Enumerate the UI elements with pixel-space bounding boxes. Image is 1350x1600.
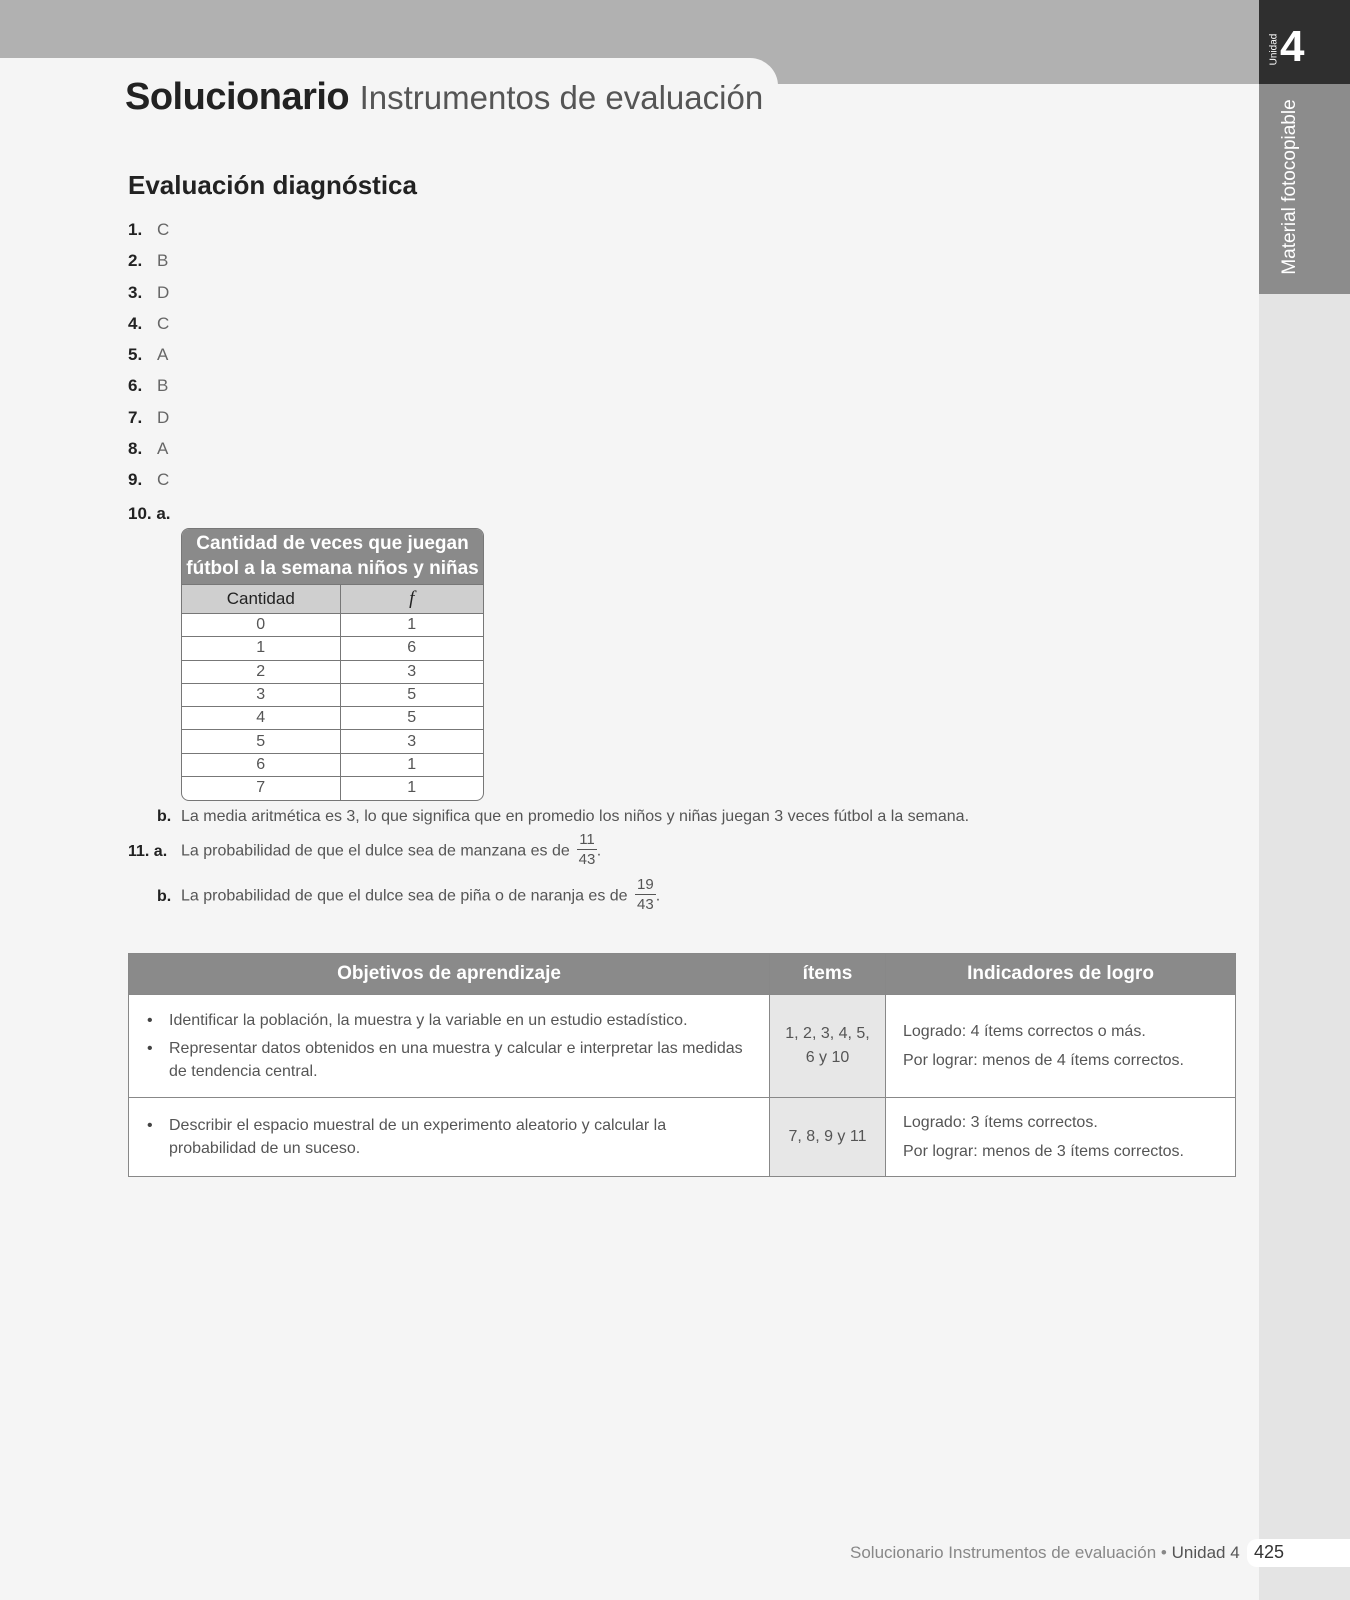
answer-list	[128, 219, 169, 501]
table-row: 0 1	[182, 614, 483, 637]
answer-10b: b. La media aritmética es 3, lo que significa que en promedio los niños y niñas juegan 3 veces fútbol a la semana.	[157, 808, 970, 825]
page-number: 425	[1247, 1539, 1350, 1567]
items-cell: 7, 8, 9 y 11	[770, 1098, 886, 1177]
list-item: 1. C	[128, 220, 170, 239]
list-item: 5. A	[128, 345, 169, 365]
table-row: 3 5	[182, 683, 483, 706]
unit-number: 4	[1280, 22, 1305, 71]
table-row: 6 1	[182, 753, 483, 776]
objective-item: • Representar datos obtenidos en una muestra y calcular e interpretar las medidas de tendencia central.	[145, 1037, 749, 1083]
list-item: 2. B	[128, 251, 169, 271]
answer-11a: 11. a. La probabilidad de que el dulce sea de manzana es de $\frac{11}{43}$ .	[128, 831, 602, 868]
column-header-items: ítems	[770, 954, 886, 995]
items-cell: 1, 2, 3, 4, 5, 6 y 10	[770, 995, 886, 1098]
list-item: 4. C	[128, 313, 170, 333]
page-footer: Solucionario Instrumentos de evaluación • Unidad 4	[850, 1543, 1240, 1562]
list-item: 9. C	[128, 470, 170, 490]
objective-item: • Identificar la población, la muestra y la variable en un estudio estadístico.	[145, 1009, 749, 1032]
page-title-main: Solucionario	[125, 76, 350, 118]
list-item: 6. B	[128, 376, 169, 396]
objectives-cell	[129, 995, 770, 1098]
page-title	[125, 76, 763, 119]
table-row: 4 5	[182, 707, 483, 730]
question-10-label: 10. a.	[128, 504, 171, 523]
answer-11b: b. La probabilidad de que el dulce sea de piña o de naranja es de $\frac{19}{43}$ .	[157, 876, 661, 913]
fraction-19-43: $\frac{19}{43}$	[637, 876, 654, 913]
column-header-cantidad: Cantidad	[182, 585, 340, 614]
objectives-cell	[129, 1098, 770, 1177]
table-row: 1 6	[182, 637, 483, 660]
frequency-table-title: Cantidad de veces que juegan fútbol a la semana niños y niñas	[182, 529, 483, 584]
section-title: Evaluación diagnóstica	[128, 170, 417, 200]
photocopy-label: Material fotocopiable	[1279, 99, 1300, 275]
table-row	[129, 1098, 1236, 1177]
column-header-objectives: Objetivos de aprendizaje	[129, 954, 770, 995]
objectives-table	[128, 953, 1236, 1177]
objective-item: • Describir el espacio muestral de un experimento aleatorio y calcular la probabilidad de un suceso.	[145, 1114, 749, 1160]
table-header-row	[129, 954, 1236, 995]
page-title-sub: Instrumentos de evaluación	[359, 79, 764, 116]
unit-label: Unidad	[1268, 33, 1280, 66]
list-item: 7. D	[128, 407, 170, 427]
indicators-cell: Logrado: 3 ítems correctos. Por lograr: menos de 3 ítems correctos.	[886, 1098, 1236, 1177]
fraction-11-43: $\frac{11}{43}$	[578, 831, 596, 868]
indicators-cell: Logrado: 4 ítems correctos o más. Por lograr: menos de 4 ítems correctos.	[886, 995, 1236, 1098]
list-item: 3. D	[128, 282, 170, 302]
table-row	[129, 995, 1236, 1098]
table-row: 5 3	[182, 730, 483, 753]
table-row: 2 3	[182, 660, 483, 683]
column-header-indicators: Indicadores de logro	[886, 954, 1236, 995]
column-header-f: f	[340, 585, 483, 614]
table-row: 7 1	[182, 777, 483, 800]
table-header-row	[182, 585, 483, 614]
frequency-table	[181, 528, 484, 801]
list-item: 8. A	[128, 439, 169, 459]
